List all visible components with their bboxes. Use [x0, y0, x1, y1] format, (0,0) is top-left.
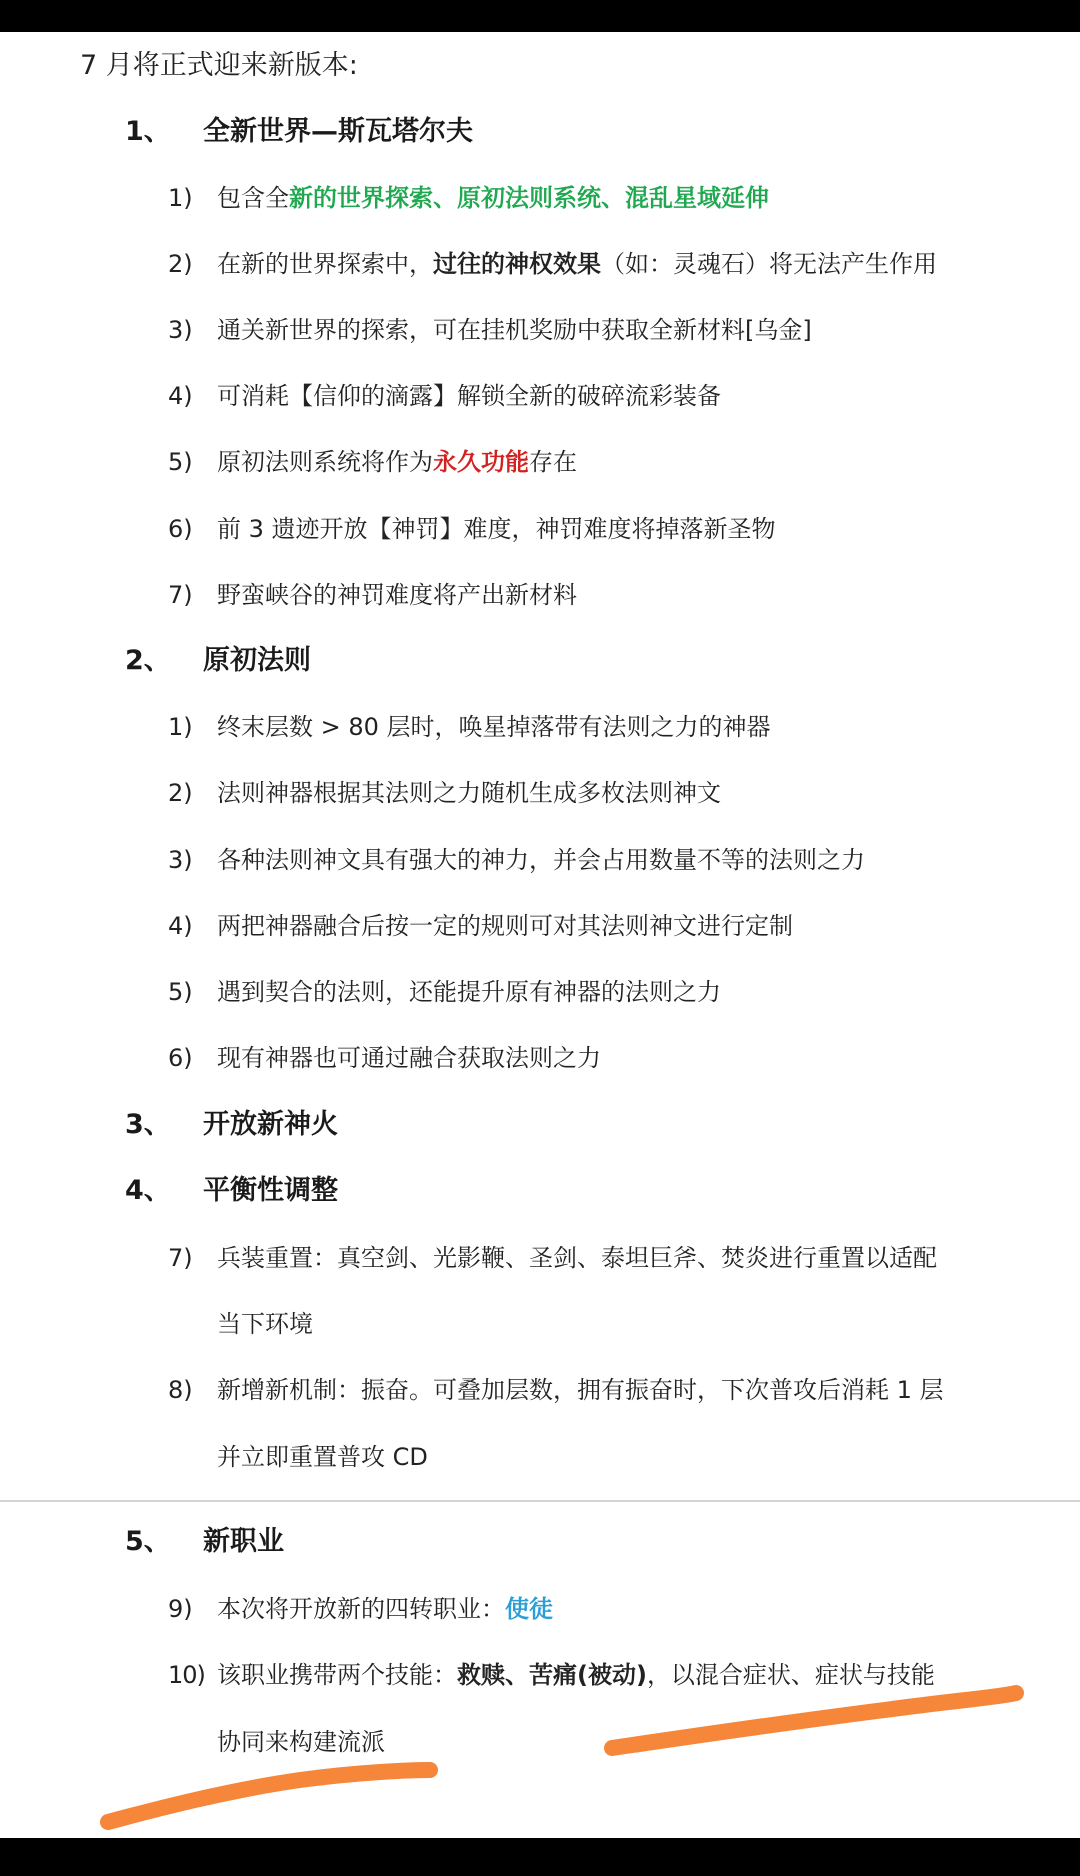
highlight-bold: 救赎、苦痛(被动) [457, 1661, 647, 1689]
section-title: 原初法则 [203, 645, 311, 676]
section-heading-4 [125, 1169, 338, 1213]
section-number: 5、 [125, 1526, 171, 1557]
list-item: 5) 原初法则系统将作为永久功能存在 [168, 448, 577, 476]
annotation-stroke-lower [108, 1770, 430, 1822]
list-item: 3) 通关新世界的探索，可在挂机奖励中获取全新材料[乌金] [168, 316, 812, 344]
section-title: 开放新神火 [203, 1109, 338, 1140]
list-item: 4) 两把神器融合后按一定的规则可对其法则神文进行定制 [168, 912, 793, 940]
list-item: 10) 该职业携带两个技能：救赎、苦痛(被动)，以混合症状、症状与技能 [168, 1661, 935, 1689]
list-item: 8) 新增新机制：振奋。可叠加层数，拥有振奋时，下次普攻后消耗 1 层 [168, 1376, 944, 1404]
list-item: 3) 各种法则神文具有强大的神力，并会占用数量不等的法则之力 [168, 846, 865, 874]
section-title: 平衡性调整 [203, 1175, 338, 1206]
section-heading-5 [125, 1520, 284, 1564]
list-item: 1) 包含全新的世界探索、原初法则系统、混乱星域延伸 [168, 184, 769, 212]
highlight-bold: 过往的神权效果 [433, 250, 601, 278]
section-heading-2 [125, 639, 311, 683]
list-item-continuation: 当下环境 [217, 1310, 313, 1338]
section-number: 2、 [125, 645, 171, 676]
list-item: 4) 可消耗【信仰的滴露】解锁全新的破碎流彩装备 [168, 382, 721, 410]
list-item: 7) 野蛮峡谷的神罚难度将产出新材料 [168, 581, 577, 609]
list-item: 7) 兵装重置：真空剑、光影鞭、圣剑、泰坦巨斧、焚炎进行重置以适配 [168, 1244, 937, 1272]
list-item: 1) 终末层数 > 80 层时，唤星掉落带有法则之力的神器 [168, 713, 771, 741]
list-item: 2) 在新的世界探索中，过往的神权效果（如：灵魂石）将无法产生作用 [168, 250, 937, 278]
section-title: 新职业 [203, 1526, 284, 1557]
navigation-bar [0, 1838, 1080, 1876]
list-item: 2) 法则神器根据其法则之力随机生成多枚法则神文 [168, 779, 721, 807]
highlight-red: 永久功能 [433, 448, 529, 476]
section-heading-3 [125, 1103, 338, 1147]
status-bar [0, 0, 1080, 32]
annotation-stroke-upper [612, 1693, 1016, 1748]
list-item: 6) 前 3 遗迹开放【神罚】难度，神罚难度将掉落新圣物 [168, 515, 776, 543]
section-title: 全新世界—斯瓦塔尔夫 [203, 116, 473, 147]
list-item: 6) 现有神器也可通过融合获取法则之力 [168, 1044, 601, 1072]
page-divider [0, 1500, 1080, 1502]
section-heading-1 [125, 110, 473, 154]
list-item-continuation: 并立即重置普攻 CD [217, 1443, 428, 1471]
intro-text: 7 月将正式迎来新版本: [80, 50, 358, 81]
section-number: 1、 [125, 116, 171, 147]
section-number: 4、 [125, 1175, 171, 1206]
section-number: 3、 [125, 1109, 171, 1140]
list-item: 5) 遇到契合的法则，还能提升原有神器的法则之力 [168, 978, 721, 1006]
highlight-blue: 使徒 [505, 1595, 553, 1623]
highlight-green: 新的世界探索、原初法则系统、混乱星域延伸 [289, 184, 769, 212]
list-item: 9) 本次将开放新的四转职业：使徒 [168, 1595, 553, 1623]
list-item-continuation: 协同来构建流派 [217, 1728, 385, 1756]
